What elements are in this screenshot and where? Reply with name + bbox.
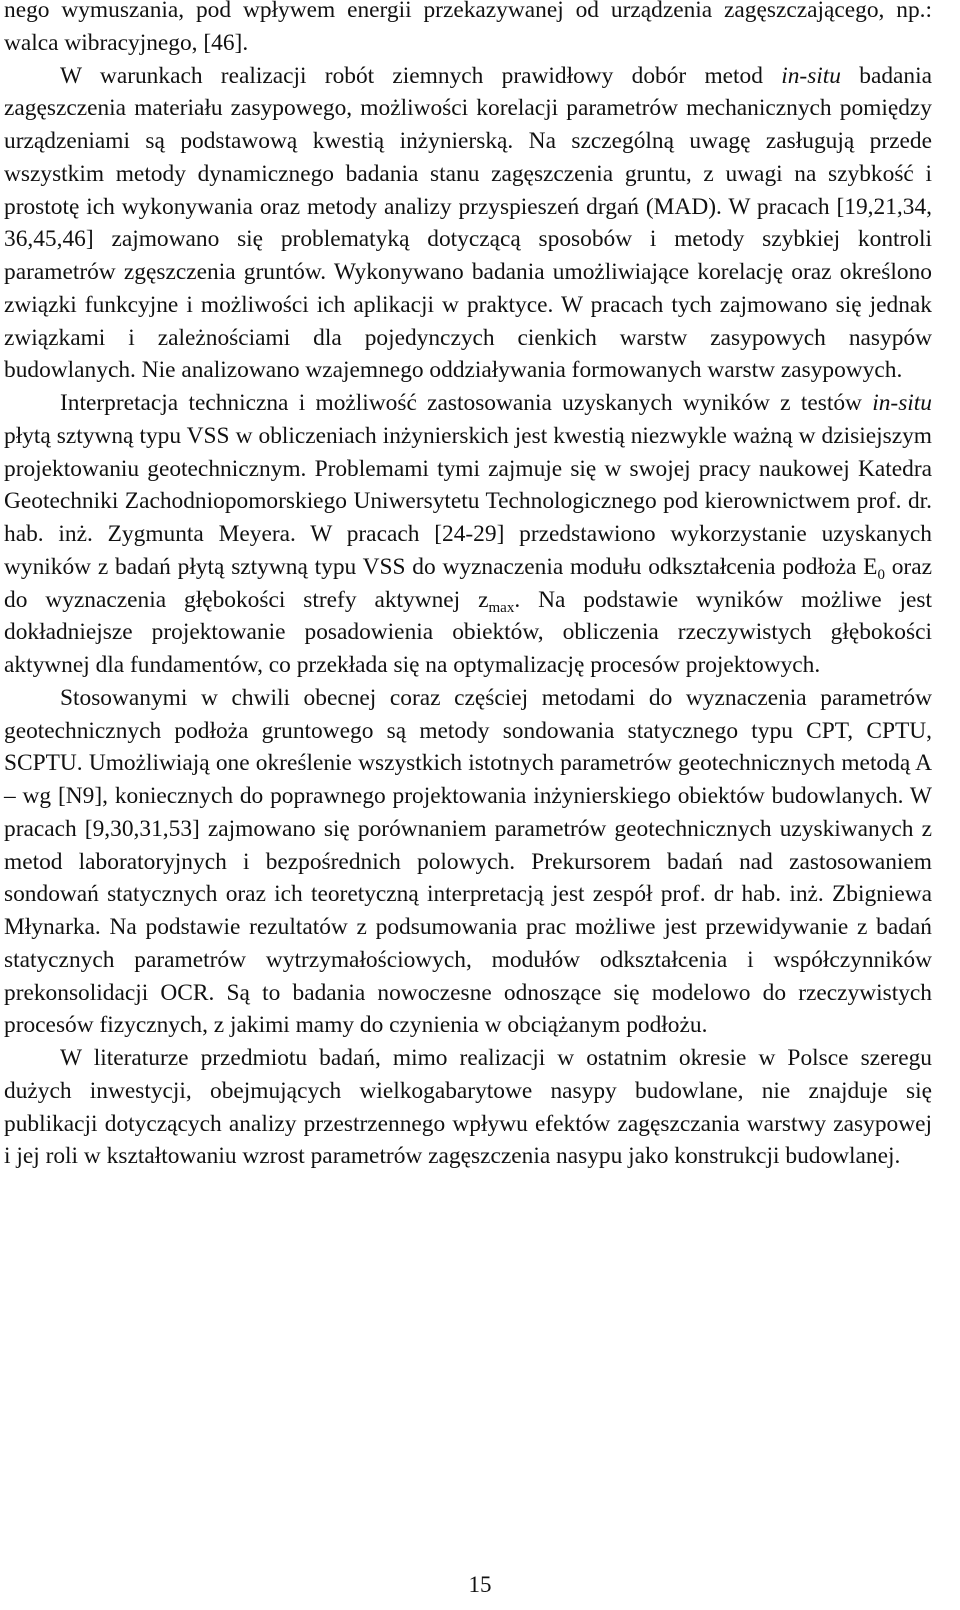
paragraph-2-text-a: W warunkach realizacji robót ziemnych prawidłowy dobór metod <box>60 62 782 89</box>
paragraph-1 <box>4 0 932 60</box>
z-subscript: max <box>488 599 515 616</box>
paragraph-3-text-c: oraz do wyznaczenia głębokości strefy aktywnej z <box>4 553 932 613</box>
paragraph-2 <box>4 60 932 388</box>
paragraph-4 <box>4 682 932 1042</box>
paragraph-3-text-a: Interpretacja techniczna i możliwość zastosowania uzyskanych wyników z testów <box>60 390 873 416</box>
paragraph-4-text: Stosowanymi w chwili obecnej coraz częściej metodami do wyznaczenia parametrów geotechnicznych podłoża gruntowego są metody sondowania statycznego typu CPT, CPTU, SCPTU. Umożliwiają one określenie wszystkich istotnych parametrów geotechnicznych metodą A – wg [N9], koniecznych do poprawnego projektowania inżynierskiego obiektów budowlanych. W pracach [9,30,31,53] zajmowano się porównaniem parametrów geotechnicznych uzyskiwanych z metod laboratoryjnych i bezpośrednich polowych. Prekursorem badań nad zastosowaniem sondowań statycznych oraz ich teoretyczną interpretacją jest zespół prof. dr hab. inż. Zbigniewa Młynarka. Na podstawie rezultatów z podsumowania prac możliwe jest przewidywanie z badań statycznych parametrów wytrzymałościowych, modułów odkształcenia i współczynników prekonsolidacji OCR. Są to badania nowoczesne odnoszące się modelowo do rzeczywistych procesów fizycznych, z jakimi mamy do czynienia w obciążanym podłożu. <box>4 684 932 1039</box>
paragraph-3-text-b: płytą sztywną typu VSS w obliczeniach inżynierskich jest kwestią niezwykle ważną w dzisiejszym projektowaniu geotechnicznym. Problemami tymi zajmuje się w swojej pracy naukowej Katedra Geotechniki Zachodniopomorskiego Uniwersytetu Technologicznego pod kierownictwem prof. dr. hab. inż. Zygmunta Meyera. W pracach [24-29] przedstawiono wykorzystanie uzyskanych wyników z badań płytą sztywną typu VSS do wyznaczenia modułu odkształcenia podłoża E <box>4 422 932 580</box>
in-situ-term: in-situ <box>872 390 932 416</box>
paragraph-3 <box>4 387 932 682</box>
paragraph-1-text: nego wymuszania, pod wpływem energii przekazywanej od urządzenia zagęszczającego, np.: walca wibracyjnego, [46]. <box>4 0 932 56</box>
paragraph-5-text: W literaturze przedmiotu badań, mimo realizacji w ostatnim okresie w Polsce szeregu dużych inwestycji, obejmujących wielkogabarytowe nasypy budowlane, nie znajduje się publikacji dotyczących analizy przestrzennego wpływu efektów zagęszczania warstwy zasypowej i jej roli w kształtowaniu wzrost parametrów zagęszczenia nasypu jako konstrukcji budowlanej. <box>4 1045 932 1170</box>
in-situ-term: in-situ <box>781 62 841 89</box>
e-subscript: 0 <box>877 566 885 583</box>
paragraph-2-text-b: badania zagęszczenia materiału zasypowego, możliwości korelacji parametrów mechanicznych pomiędzy urządzeniami są podstawową kwestią inżynierską. Na szczególną uwagę zasługują przede wszystkim metody dynamicznego badania stanu zagęszczenia gruntu, z uwagi na szybkość i prostotę ich wykonywania oraz metody analizy przyspieszeń drgań (MAD). W pracach [19,21,34, 36,45,46] zajmowano się problematyką dotyczącą sposobów i metody szybkiej kontroli parametrów zgęszczenia gruntów. Wykonywano badania umożliwiające korelację oraz określono związki funkcyjne i możliwości ich aplikacji w praktyce. W pracach tych zajmowano się jednak związkami i zależnościami dla pojedynczych cienkich warstw zasypowych nasypów budowlanych. Nie analizowano wzajemnego oddziaływania formowanych warstw zasypowych. <box>4 62 933 384</box>
document-page <box>4 0 932 1173</box>
paragraph-5 <box>4 1042 932 1173</box>
page-number: 15 <box>468 1572 492 1597</box>
paragraph-3-text-d: . Na podstawie wyników możliwe jest dokładniejsze projektowanie posadowienia obiektów, obliczenia rzeczywistych głębokości aktywnej dla fundamentów, co przekłada się na optymalizację procesów projektowych. <box>4 586 932 678</box>
